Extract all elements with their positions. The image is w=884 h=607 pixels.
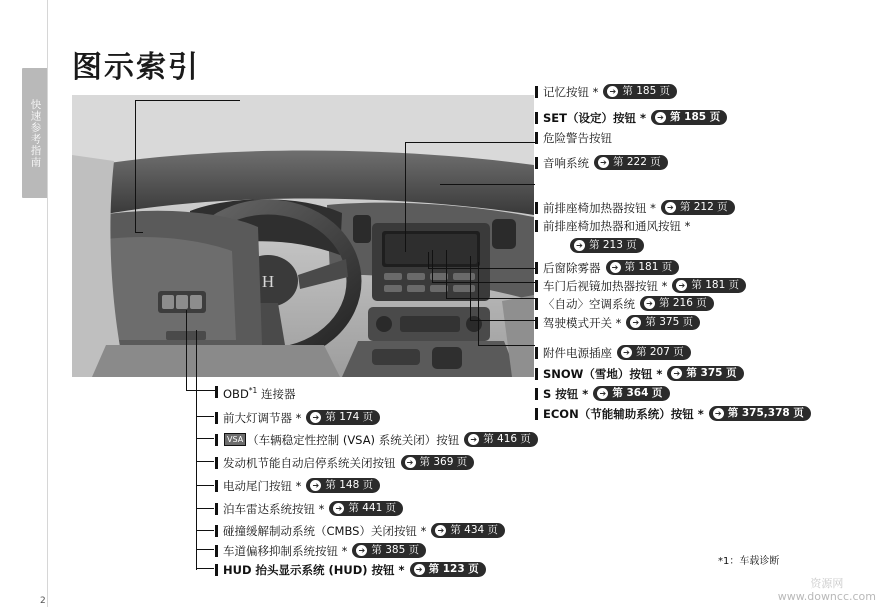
arrow-icon: ➔ bbox=[356, 545, 367, 556]
page-ref[interactable]: ➔ 第 375,378 页 bbox=[709, 406, 811, 421]
arrow-icon: ➔ bbox=[597, 388, 608, 399]
callout-vsa-off-button bbox=[215, 432, 538, 447]
callout-label: ECON（节能辅助系统）按钮 * bbox=[543, 406, 704, 421]
callout-bar bbox=[215, 412, 218, 424]
leader-line bbox=[446, 298, 535, 299]
callout-label: 前排座椅加热器按钮 * bbox=[543, 200, 656, 215]
callout-bar bbox=[535, 388, 538, 400]
dashboard-photo bbox=[72, 95, 534, 377]
callout-front-seat-heater bbox=[535, 200, 735, 215]
arrow-icon: ➔ bbox=[671, 368, 682, 379]
leader-line bbox=[428, 268, 535, 269]
callout-bar bbox=[535, 280, 538, 292]
page-ref[interactable]: ➔ 第 123 页 bbox=[410, 562, 486, 577]
arrow-icon: ➔ bbox=[333, 503, 344, 514]
leader-line bbox=[470, 256, 471, 320]
callout-bar bbox=[215, 525, 218, 537]
page-ref[interactable]: ➔ 第 181 页 bbox=[672, 278, 746, 293]
arrow-icon: ➔ bbox=[574, 240, 585, 251]
page-ref[interactable]: ➔ 第 216 页 bbox=[640, 296, 714, 311]
callout-label: （车辆稳定性控制 (VSA) 系统关闭）按钮 bbox=[247, 432, 460, 447]
callout-label: 车门后视镜加热器按钮 * bbox=[543, 278, 668, 293]
callout-bar bbox=[535, 408, 538, 420]
callout-cmbs-off-button bbox=[215, 523, 505, 538]
callout-label-obd: OBD$^{*1}$ 连接器 bbox=[223, 386, 296, 401]
arrow-icon: ➔ bbox=[665, 202, 676, 213]
watermark-line2: www.downcc.com bbox=[777, 590, 876, 603]
leader-line bbox=[135, 232, 143, 233]
callout-label: 前排座椅加热器和通风按钮 * bbox=[543, 219, 691, 233]
arrow-icon: ➔ bbox=[610, 262, 621, 273]
leader-line bbox=[196, 461, 214, 462]
arrow-icon: ➔ bbox=[468, 434, 479, 445]
leader-line bbox=[135, 100, 240, 101]
arrow-icon: ➔ bbox=[630, 317, 641, 328]
leader-line bbox=[196, 330, 197, 570]
page-ref[interactable]: ➔ 第 375 页 bbox=[626, 315, 700, 330]
page-ref[interactable]: ➔ 第 222 页 bbox=[594, 155, 668, 170]
callout-accessory-power-socket bbox=[535, 345, 691, 360]
leader-line bbox=[440, 184, 535, 185]
page-title: 图示索引 bbox=[72, 50, 200, 85]
arrow-icon: ➔ bbox=[655, 112, 666, 123]
callout-snow-button bbox=[535, 366, 744, 381]
callout-drive-mode-switch bbox=[535, 315, 700, 330]
sidebar-tab-label: 快速参考指南 bbox=[29, 98, 42, 168]
leader-line bbox=[446, 250, 447, 298]
callout-bar bbox=[535, 347, 538, 359]
svg-text:H: H bbox=[261, 272, 275, 291]
page-ref[interactable]: ➔ 第 385 页 bbox=[352, 543, 426, 558]
leader-line bbox=[196, 416, 214, 417]
arrow-icon: ➔ bbox=[598, 157, 609, 168]
page-ref[interactable]: ➔ 第 441 页 bbox=[329, 501, 403, 516]
callout-econ-button bbox=[535, 406, 811, 421]
callout-bar bbox=[535, 298, 538, 310]
arrow-icon: ➔ bbox=[713, 408, 724, 419]
callout-label: 音响系统 bbox=[543, 155, 589, 170]
callout-bar bbox=[535, 368, 538, 380]
page-ref[interactable]: ➔ 第 364 页 bbox=[593, 386, 669, 401]
leader-line bbox=[432, 250, 433, 282]
page-ref[interactable]: ➔ 第 174 页 bbox=[306, 410, 380, 425]
arrow-icon: ➔ bbox=[310, 412, 321, 423]
callout-audio-system bbox=[535, 155, 668, 170]
page-ref[interactable]: ➔ 第 185 页 bbox=[603, 84, 677, 99]
callout-set-button bbox=[535, 110, 727, 125]
callout-bar bbox=[535, 262, 538, 274]
callout-hazard-button bbox=[535, 131, 612, 145]
page-ref[interactable]: ➔ 第 148 页 bbox=[306, 478, 380, 493]
leader-line bbox=[196, 508, 214, 509]
callout-label: SNOW（雪地）按钮 * bbox=[543, 366, 663, 381]
leader-line bbox=[196, 485, 214, 486]
callout-label: 泊车雷达系统按钮 * bbox=[223, 501, 325, 516]
callout-bar bbox=[215, 564, 218, 576]
callout-s-button bbox=[535, 386, 670, 401]
obd-footnote-marker: *1 bbox=[248, 386, 258, 395]
page-ref[interactable]: ➔ 第 185 页 bbox=[651, 110, 727, 125]
callout-bar bbox=[535, 157, 538, 169]
callout-idle-stop-off-button bbox=[215, 455, 474, 470]
callout-bar bbox=[535, 220, 538, 232]
callout-obd-connector bbox=[215, 384, 295, 401]
callout-label: 碰撞缓解制动系统（CMBS）关闭按钮 * bbox=[223, 523, 427, 538]
arrow-icon: ➔ bbox=[621, 347, 632, 358]
callout-label: 驾驶模式开关 * bbox=[543, 315, 622, 330]
vsa-icon: VSA bbox=[224, 433, 246, 446]
page-number: 2 bbox=[40, 596, 46, 606]
leader-line bbox=[432, 282, 535, 283]
page-ref[interactable]: ➔ 第 207 页 bbox=[617, 345, 691, 360]
callout-door-mirror-heater bbox=[535, 278, 746, 293]
arrow-icon: ➔ bbox=[405, 457, 416, 468]
leader-line bbox=[405, 142, 535, 143]
callout-label: S 按钮 * bbox=[543, 386, 589, 401]
callout-bar bbox=[215, 434, 218, 446]
footnote: *1：车载诊断 bbox=[718, 556, 780, 567]
callout-front-seat-heater-ventilation-page bbox=[570, 238, 644, 253]
arrow-icon: ➔ bbox=[414, 564, 425, 575]
callout-label: HUD 抬头显示系统 (HUD) 按钮 * bbox=[223, 562, 405, 577]
arrow-icon: ➔ bbox=[676, 280, 687, 291]
page-ref[interactable]: ➔ 第 369 页 bbox=[401, 455, 475, 470]
arrow-icon: ➔ bbox=[644, 298, 655, 309]
arrow-icon: ➔ bbox=[310, 480, 321, 491]
watermark-line1: 资源网 bbox=[810, 577, 844, 590]
arrow-icon: ➔ bbox=[607, 86, 618, 97]
callout-climate-control bbox=[535, 296, 714, 311]
callout-label: SET（设定）按钮 * bbox=[543, 110, 646, 125]
callout-bar bbox=[215, 480, 218, 492]
callout-bar bbox=[215, 503, 218, 515]
leader-line bbox=[196, 438, 214, 439]
watermark bbox=[778, 577, 876, 603]
callout-headlight-leveling bbox=[215, 410, 380, 425]
callout-bar bbox=[535, 112, 538, 124]
leader-line bbox=[478, 262, 479, 345]
leader-line bbox=[196, 549, 214, 550]
leader-line bbox=[405, 142, 406, 252]
callout-label: 附件电源插座 bbox=[543, 345, 612, 360]
callout-front-seat-heater-ventilation bbox=[535, 219, 690, 233]
callout-bar bbox=[535, 86, 538, 98]
callout-bar bbox=[215, 545, 218, 557]
callout-bar bbox=[535, 317, 538, 329]
page-ref[interactable]: ➔ 第 181 页 bbox=[606, 260, 680, 275]
page-ref[interactable]: ➔ 第 434 页 bbox=[431, 523, 505, 538]
arrow-icon: ➔ bbox=[435, 525, 446, 536]
left-margin-rule bbox=[47, 0, 48, 607]
page-ref[interactable]: ➔ 第 213 页 bbox=[570, 238, 644, 253]
leader-line bbox=[470, 320, 535, 321]
page-ref[interactable]: ➔ 第 416 页 bbox=[464, 432, 538, 447]
callout-label: 车道偏移抑制系统按钮 * bbox=[223, 543, 348, 558]
callout-bar bbox=[215, 457, 218, 469]
leader-line bbox=[135, 100, 136, 232]
leader-line bbox=[186, 390, 216, 391]
callout-label: 电动尾门按钮 * bbox=[223, 478, 302, 493]
callout-label: 记忆按钮 * bbox=[543, 84, 599, 99]
callout-label: 前大灯调节器 * bbox=[223, 410, 302, 425]
page-ref[interactable]: ➔ 第 375 页 bbox=[667, 366, 743, 381]
leader-line bbox=[186, 310, 187, 390]
leader-line bbox=[196, 568, 214, 569]
callout-memory-button bbox=[535, 84, 677, 99]
callout-bar bbox=[535, 202, 538, 214]
callout-label: 〈自动〉空调系统 bbox=[543, 296, 635, 311]
leader-line bbox=[428, 252, 429, 268]
callout-label: 发动机节能自动启停系统关闭按钮 bbox=[223, 455, 396, 470]
callout-bar bbox=[535, 132, 538, 144]
callout-bar bbox=[215, 386, 218, 398]
leader-line bbox=[196, 530, 214, 531]
page-ref[interactable]: ➔ 第 212 页 bbox=[661, 200, 735, 215]
callout-power-tailgate-button bbox=[215, 478, 380, 493]
callout-parking-sensor-button bbox=[215, 501, 403, 516]
callout-rear-defogger bbox=[535, 260, 679, 275]
callout-hud-button bbox=[215, 562, 486, 577]
callout-lane-departure-button bbox=[215, 543, 426, 558]
callout-label: 危险警告按钮 bbox=[543, 131, 612, 145]
leader-line bbox=[478, 345, 535, 346]
callout-label: 后窗除雾器 bbox=[543, 260, 601, 275]
